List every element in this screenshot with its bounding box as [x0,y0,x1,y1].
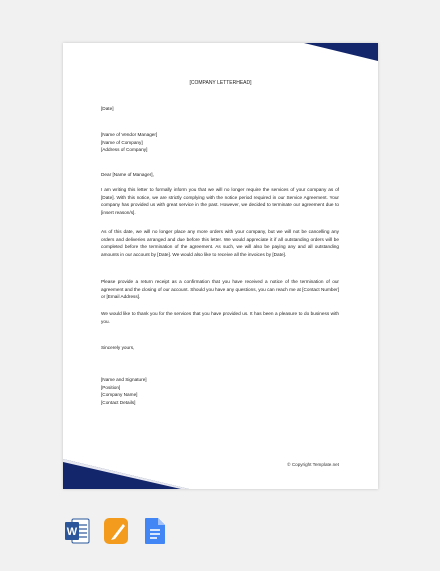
paragraph-4: We would like to thank you for the services that you have provided us. It has been a pleasure to do business with you. [101,311,339,324]
salutation: Dear [Name of Manager], [101,172,154,177]
pages-icon[interactable] [104,517,129,545]
word-icon[interactable] [65,517,90,545]
corner-accent-top [304,43,378,61]
closing: Sincerely yours, [101,345,135,350]
date-line: [Date] [101,106,114,111]
signature-block: [Name and Signature] [Position] [Company Name] [Contact Details] [101,377,147,405]
paragraph-3: Please provide a return receipt as a confirmation that you have received a notice of the termination of our agreement and the closing of our account. Should you have any questions, you can reach me at [Contact Number] or [Email Address]. [101,279,339,300]
google-docs-icon[interactable] [143,517,168,545]
letterhead: [COMPANY LETTERHEAD] [189,80,252,86]
letter-page [63,43,378,489]
paragraph-1: I am writing this letter to formally inform you that we will no longer require the services of your company as of [Date]. With this notice, we are strictly complying with the notice period required in our Service Agreement. Your company has provided us with great service in the past. However, we decided to terminate our agreement due to [insert reason/s]. [101,187,339,215]
recipient-block: [Name of Vendor Manager] [Name of Company] [Address of Company] [101,132,158,153]
copyright-text: © Copyright Template.net [287,462,339,467]
paragraph-2: As of this date, we will no longer place any more orders with your company, but we will not be cancelling any orders and deliveries arranged and due before this letter. We would appreciate it if all outstanding orders will be completed before the termination of the agreement. As such, we will also be paying any and all outstanding amounts in our account by [Date]. We would also like to receive all the invoices by [Date]. [101,229,339,257]
svg-text:W: W [66,526,78,538]
corner-accent-bottom [63,459,189,489]
